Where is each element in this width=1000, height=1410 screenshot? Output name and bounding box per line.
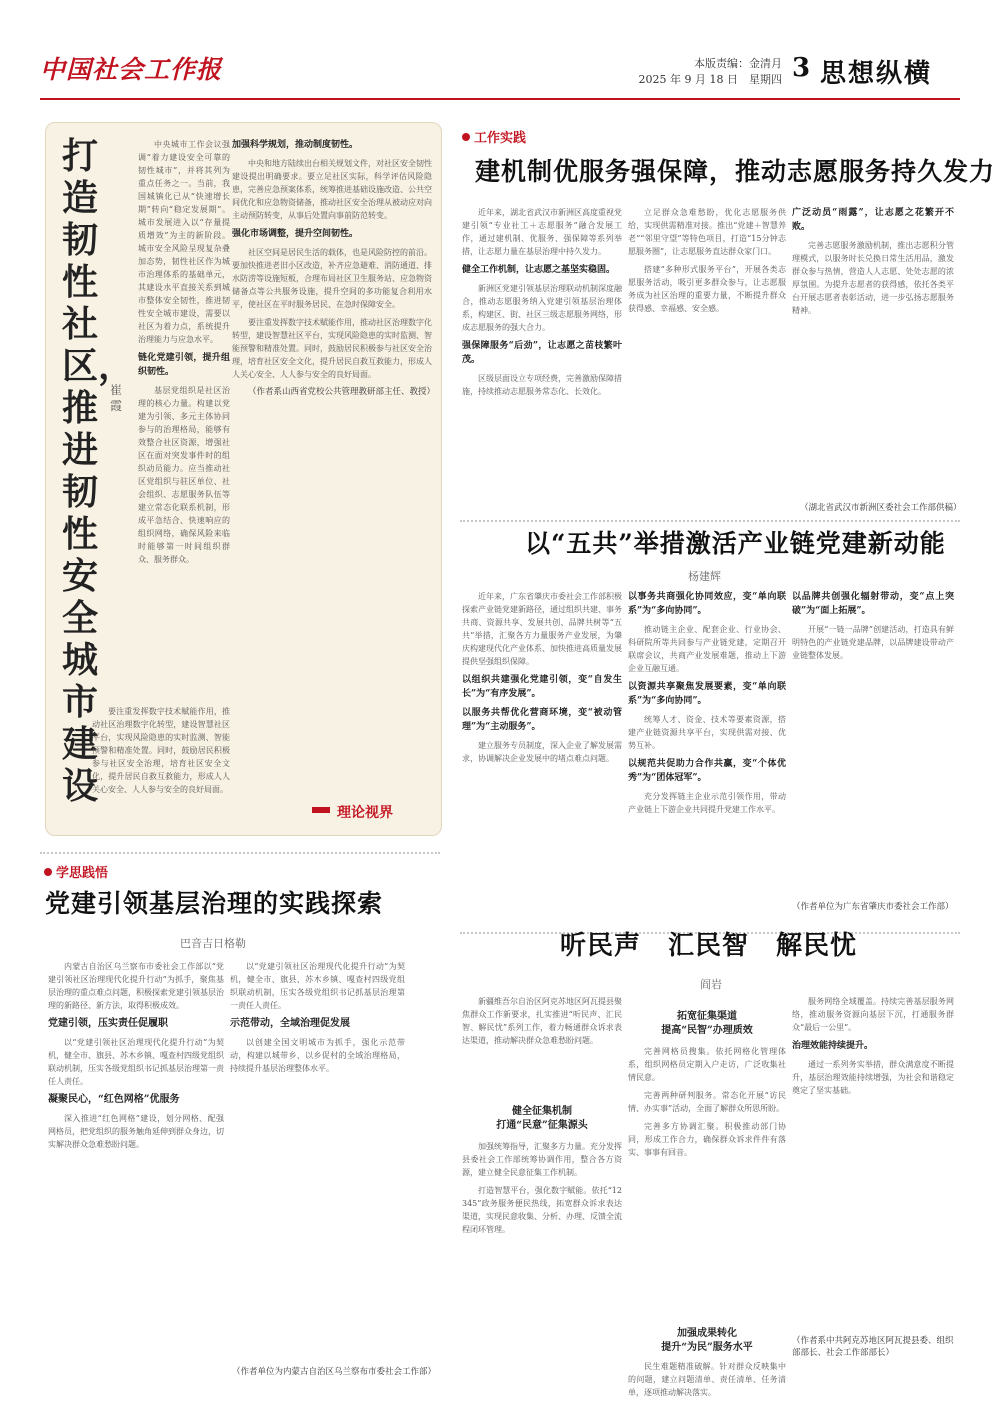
subheading: 以资源共享聚焦发展要素，变“单向联系”为“多向协同”。 [628, 682, 786, 706]
affiliation: （作者系山西省党校公共管理教研部主任、教授） [248, 387, 436, 397]
paragraph: 中央和地方陆续出台相关规划文件，对社区安全韧性建设提出明确要求。要立足社区实际，科学评估风险隐患，完善应急预案体系，统筹推进基础设施改造、公共空间优化和应急物资储备，推动社区安全治理从被动应对向主动预防转变，从事后处置向事前防范转变。 [232, 159, 432, 220]
section-tag-bullet [44, 868, 52, 876]
paragraph: 新疆维吾尔自治区阿克苏地区阿瓦提县聚焦群众工作新要求，扎实推进“听民声、汇民智、解民忧”系列工作，着力畅通群众诉求表达渠道，推动解决群众急难愁盼问题。 [462, 997, 622, 1045]
subheading: 示范带动，全域治理促发展 [230, 1018, 350, 1029]
article4-byline: 阎岩 [700, 978, 722, 991]
article1-col3 [792, 206, 954, 496]
article1-headline: 建机制优服务强保障，推动志愿服务持久发力 [475, 157, 996, 186]
article1-affiliation: （湖北省武汉市新洲区委社会工作部供稿） [800, 503, 962, 513]
paragraph: 完善多方协调汇聚。积极推动部门协同，形成工作合力，确保群众诉求件件有落实、事事有回音。 [628, 1122, 786, 1157]
paragraph: 民生难题精准破解。针对群众反映集中的问题，建立问题清单、责任清单、任务清单，逐项推动解决落实。 [628, 1362, 786, 1397]
divider [40, 852, 440, 854]
subheading: 广泛动员“雨露”，让志愿之花繁开不败。 [792, 208, 954, 232]
article4-lead [462, 995, 622, 1105]
subheading: 强化市场调整，提升空间韧性。 [232, 229, 359, 239]
paragraph: 社区空间是居民生活的载体，也是风险防控的前沿。要加快推进老旧小区改造，补齐应急避难、消防通道、排水防涝等设施短板，合理布局社区卫生服务站、应急物资储备点等公共服务设施，提升空间的多功能复合利用水平，使社区在平时服务居民、在急时保障安全。 [232, 248, 432, 309]
sidebar-author: 崔霞 [110, 383, 123, 413]
article4-col1 [462, 1140, 622, 1380]
article3-col2 [230, 960, 405, 1365]
section-tag-bullet [462, 133, 470, 141]
sidebar-brand: 理论视界 [337, 805, 393, 821]
paragraph: 搭建“多种形式服务平台”，开展各类志愿服务活动，吸引更多群众参与，让志愿服务成为社区治理的重要力量，不断提升群众获得感、幸福感、安全感。 [628, 265, 786, 313]
paragraph: 深入推进“红色网格”建设，划分网格、配强网格员，把党组织的服务触角延伸到群众身边，切实解决群众急难愁盼问题。 [48, 1114, 224, 1149]
article2-col1 [462, 590, 622, 920]
divider [460, 520, 960, 522]
paragraph: 加强统筹指导，汇聚多方力量。充分发挥县委社会工作部统筹协调作用，整合各方资源，建立健全民意征集工作机制。 [462, 1142, 622, 1177]
subheading: 以组织共建强化党建引领，变“自发生长”为“有序发展”。 [462, 675, 622, 699]
paragraph: 立足群众急难愁盼，优化志愿服务供给，实现供需精准对接。推出“党建＋智慧养老”“邻里守望”等特色项目，打造“15分钟志愿服务圈”，让志愿服务直达群众家门口。 [628, 208, 786, 256]
article3-affiliation: （作者单位为内蒙古自治区乌兰察布市委社会工作部） [232, 1367, 437, 1377]
brand-accent-bar [312, 807, 330, 813]
paragraph: 打造智慧平台，强化数字赋能。依托“12345”政务服务便民热线，拓宽群众诉求表达渠道，实现民意收集、分析、办理、反馈全流程闭环管理。 [462, 1186, 622, 1234]
subheading: 以服务共帮优化营商环境，变“被动管理”为“主动服务”。 [462, 708, 622, 732]
subheading: 强保障服务“后劲”，让志愿之苗枝繁叶茂。 [462, 341, 622, 365]
paragraph: 中央城市工作会议强调“着力建设安全可靠的韧性城市”，并将其列为重点任务之一。当前，我国城镇化已从“快速增长期”转向“稳定发展期”。城市发展进入以“存量提质增效”为主的新阶段。城市安全风险呈现复杂叠加态势，韧性社区作为城市治理体系的基础单元，其建设水平直接关系到城市整体安全韧性，推进韧性安全城市建设，需要以社区为着力点，系统提升治理能力与应急水平。 [138, 140, 230, 344]
article3-headline: 党建引领基层治理的实践探索 [45, 889, 384, 918]
section-tag-work: 工作实践 [474, 131, 527, 146]
date-line: 2025 年 9 月 18 日 星期四 [638, 73, 782, 86]
subheading: 治理效能持续提升。 [792, 1041, 874, 1051]
article4-col3 [792, 995, 954, 1330]
article4-affiliation: （作者系中共阿克苏地区阿瓦提县委、组织部部长、社会工作部部长） [792, 1336, 954, 1358]
article3-col1 [48, 960, 224, 1380]
article4-subhead-3: 加强成果转化 提升“为民”服务水平 [661, 1328, 753, 1353]
paragraph: 完善志愿服务激励机制，推出志愿积分管理模式，以服务时长兑换日常生活用品，激发群众参与热情，营造人人志愿、处处志愿的浓厚氛围。为提升志愿者的获得感，依托各类平台开展志愿者表彰活动，进一步弘扬志愿服务精神。 [792, 241, 954, 315]
paragraph: 要注重发挥数字技术赋能作用，推动社区治理数字化转型，建设智慧社区平台，实现风险隐患的实时监测、智能预警和精准处置。同时，鼓励居民积极参与社区安全治理，培育社区安全文化，提升居民自救互救能力，形成人人关心安全、人人参与安全的良好局面。 [232, 318, 432, 379]
paragraph: 统筹人才、资金、技术等要素资源，搭建产业链资源共享平台，实现供需对接、优势互补。 [628, 715, 786, 750]
paragraph: 区级层面设立专项经费，完善激励保障措施，持续推动志愿服务常态化、长效化。 [462, 374, 622, 396]
article2-col2 [628, 590, 786, 920]
page-number: 3 [792, 53, 811, 83]
section-tag-study: 学思践悟 [56, 866, 109, 881]
article1-col1 [462, 206, 622, 521]
article2-affiliation: （作者单位为广东省肇庆市委社会工作部） [792, 902, 954, 912]
subheading: 党建引领，压实责任促履职 [48, 1018, 168, 1029]
article2-col3 [792, 590, 954, 890]
paragraph: 以“党建引领社区治理现代化提升行动”为契机，健全市、旗县、苏木乡镇、嘎查村四级党组织联动机制，压实各级党组织书记抓基层治理第一责任人责任。 [230, 962, 405, 1010]
editor-line: 本版责编：金清月 [694, 57, 782, 70]
article3-byline: 巴音吉日格勒 [180, 937, 246, 950]
paragraph: 充分发挥链主企业示范引领作用，带动产业链上下游企业共同提升党建工作水平。 [628, 792, 786, 814]
article1-col2 [628, 206, 786, 521]
article2-byline: 杨建辉 [688, 570, 721, 583]
header-meta [612, 56, 782, 88]
header-rule [40, 98, 960, 100]
paragraph: 完善两种研判服务。常态化开展“访民情、办实事”活动，全面了解群众所思所盼。 [628, 1091, 786, 1113]
sidebar-col1-bottom [92, 705, 230, 825]
paragraph: 完善网格员搜集。依托网格化管理体系，组织网格员定期入户走访，广泛收集社情民意。 [628, 1047, 786, 1082]
paragraph: 基层党组织是社区治理的核心力量。构建以党建为引领、多元主体协同参与的治理格局，能够有效整合社区资源，增强社区在面对突发事件时的组织动员能力。应当推动社区党组织与驻区单位、社会组织、志愿服务队伍等建立常态化联系机制，形成平急结合、快速响应的组织网络，确保风险来临时能够第一时间组织群众、服务群众。 [138, 386, 230, 564]
subheading: 以品牌共创强化辐射带动，变“点上突破”为“面上拓展”。 [792, 592, 954, 616]
sidebar-col2 [232, 138, 436, 798]
paragraph: 推动链主企业、配套企业、行业协会、科研院所等共同参与产业链党建，定期召开联席会议，共商产业发展难题，推动上下游企业互融互通。 [628, 625, 786, 673]
article4-col2 [628, 1045, 786, 1325]
paragraph: 近年来，湖北省武汉市新洲区高度重视党建引领“专业社工＋志愿服务”融合发展工作，通过建机制、优服务、强保障等系列举措，让志愿力量在基层治理中持久发力。 [462, 208, 622, 256]
subheading: 加强科学规划，推动制度韧性。 [232, 140, 359, 150]
paragraph: 开展“一链一品牌”创建活动，打造具有鲜明特色的产业链党建品牌，以品牌建设带动产业链整体发展。 [792, 625, 954, 660]
subheading: 以事务共商强化协同效应，变“单向联系”为“多向协同”。 [628, 592, 786, 616]
sidebar-col1 [138, 138, 230, 698]
paragraph: 以创建全国文明城市为抓手，强化示范带动，构建以城带乡、以乡促村的全域治理格局，持续提升基层治理整体水平。 [230, 1038, 405, 1073]
article2-headline: 以“五共”举措激活产业链党建新动能 [525, 529, 946, 558]
paragraph: 建立服务专员制度，深入企业了解发展需求，协调解决企业发展中的堵点难点问题。 [462, 741, 622, 763]
article4-headline: 听民声 汇民智 解民忧 [560, 931, 858, 961]
page-section-title: 思想纵横 [820, 59, 933, 89]
subheading: 以规范共促助力合作共赢，变“个体优秀”为“团体冠军”。 [628, 759, 786, 783]
subheading: 链化党建引领，提升组织韧性。 [138, 353, 230, 377]
sidebar-headline: 打造韧性社区，推进韧性安全城市建设 [62, 135, 135, 807]
subheading: 健全工作机制，让志愿之基坚实稳固。 [462, 265, 616, 275]
paragraph: 以“党建引领社区治理现代化提升行动”为契机，健全市、旗县、苏木乡镇、嘎查村四级党组织联动机制，压实各级党组织书记抓基层治理第一责任人责任。 [48, 1038, 224, 1086]
paragraph: 新洲区党建引领基层治理联动机制深度融合，推动志愿服务纳入党建引领基层治理体系，构建区、街、社区三级志愿服务网络，形成志愿服务的强大合力。 [462, 284, 622, 332]
paragraph: 内蒙古自治区乌兰察布市委社会工作部以“党建引领社区治理现代化提升行动”为抓手，聚焦基层治理的重点难点问题，积极探索党建引领基层治理的新路径、新方法，取得积极成效。 [48, 962, 224, 1010]
subheading: 凝聚民心，“红色网格”优服务 [48, 1094, 180, 1105]
paragraph: 通过一系列务实举措，群众满意度不断提升，基层治理效能持续增强，为社会和谐稳定奠定了坚实基础。 [792, 1060, 954, 1095]
paragraph: 近年来，广东省肇庆市委社会工作部积极探索产业链党建新路径，通过组织共建、事务共商、资源共享、发展共创、品牌共树等“五共”举措，汇聚各方力量服务产业发展，为肇庆构建现代化产业体系、加快推进高质量发展提供坚强组织保障。 [462, 592, 622, 666]
paragraph: 要注重发挥数字技术赋能作用，推动社区治理数字化转型，建设智慧社区平台，实现风险隐患的实时监测、智能预警和精准处置。同时，鼓励居民积极参与社区安全治理，培育社区安全文化，提升居民自救互救能力，形成人人关心安全、人人参与安全的良好局面。 [92, 707, 230, 794]
paragraph: 服务网络全域覆盖。持续完善基层服务网络，推动服务资源向基层下沉，打通服务群众“最后一公里”。 [792, 997, 954, 1032]
masthead-logo: 中国社会工作报 [40, 55, 223, 84]
article4-subhead-2: 拓宽征集渠道 提高“民智”办理质效 [661, 1011, 753, 1036]
article4-col2-bottom [628, 1360, 786, 1397]
article4-subhead-1: 健全征集机制 打通“民意”征集源头 [496, 1106, 588, 1131]
